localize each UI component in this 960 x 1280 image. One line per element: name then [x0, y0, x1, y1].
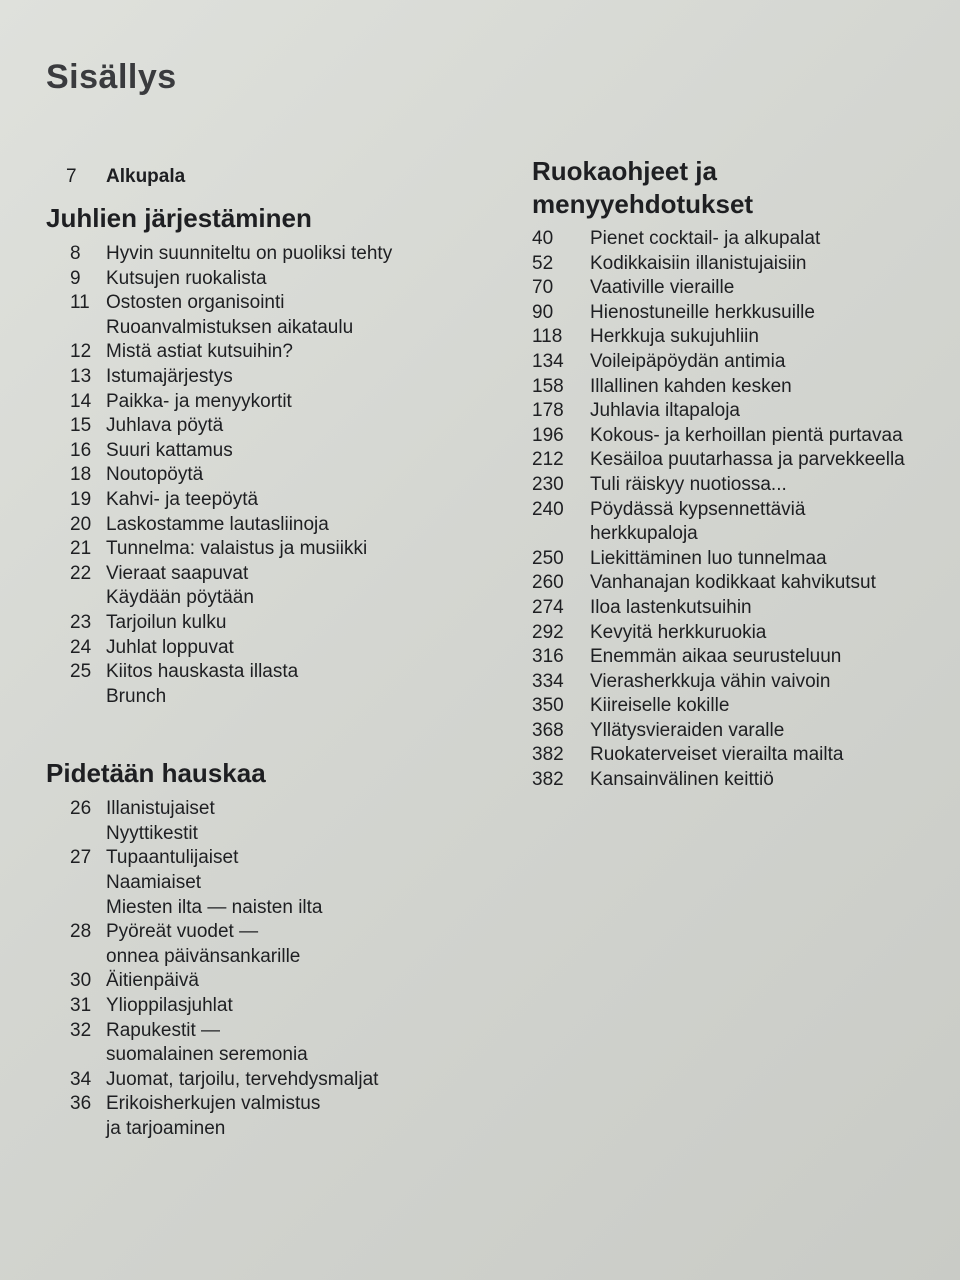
toc-entry-title: Herkkuja sukujuhliin	[590, 326, 759, 348]
toc-page-number-cell	[46, 846, 106, 871]
toc-page-number: 230	[532, 473, 564, 495]
toc-entry-lines	[590, 719, 784, 744]
toc-entry-lines	[590, 621, 766, 646]
toc-entry-title: Tuli räiskyy nuotiossa...	[590, 473, 787, 495]
toc-entry-lines	[590, 547, 827, 572]
toc-page-number: 7	[66, 166, 77, 187]
toc-page-number: 292	[532, 621, 564, 643]
toc-entry-title: Iloa lastenkutsuihin	[590, 596, 752, 618]
toc-entry-title: Käydään pöytään	[106, 587, 254, 609]
toc-entry-lines	[590, 571, 876, 596]
toc-entry-lines	[590, 473, 787, 498]
toc-page-number-cell	[532, 301, 590, 326]
toc-entry-title: Äitienpäivä	[106, 970, 199, 992]
toc-entry	[532, 375, 960, 400]
toc-page-number: 11	[70, 292, 90, 314]
toc-page-number: 70	[532, 277, 554, 299]
toc-page-number: 13	[70, 365, 92, 387]
toc-entry-lines	[590, 768, 774, 793]
toc-entry-lines	[106, 797, 215, 846]
toc-entry-lines	[106, 414, 223, 439]
section-entries	[46, 242, 486, 709]
toc-page-number: 36	[70, 1093, 92, 1115]
toc-entry-title: Miesten ilta — naisten ilta	[106, 896, 323, 918]
toc-entry	[46, 439, 486, 464]
right-column	[532, 155, 960, 793]
toc-page-number: 26	[70, 798, 92, 820]
toc-page-number: 21	[70, 538, 92, 560]
toc-page-number: 15	[70, 415, 92, 437]
toc-entry	[532, 571, 960, 596]
toc-entry-title: Vanhanajan kodikkaat kahvikutsut	[590, 572, 876, 594]
toc-entry	[532, 743, 960, 768]
toc-entry-lines	[590, 694, 729, 719]
toc-page-number-cell	[46, 340, 106, 365]
toc-page-number: 9	[70, 267, 81, 289]
section-heading: Juhlien järjestäminen	[46, 203, 312, 233]
toc-page-number-cell	[532, 252, 590, 277]
toc-entry	[532, 424, 960, 449]
toc-page-number-cell	[532, 768, 590, 793]
toc-page-number-cell	[532, 571, 590, 596]
toc-entry-title: Brunch	[106, 685, 167, 707]
toc-entry-title: Ostosten organisointi	[106, 292, 285, 314]
toc-entry-lines	[106, 242, 392, 267]
toc-page-number: 350	[532, 695, 564, 717]
toc-entry-title: Mistä astiat kutsuihin?	[106, 341, 293, 363]
toc-page-number-cell	[46, 611, 106, 636]
toc-entry	[532, 694, 960, 719]
toc-entry	[532, 621, 960, 646]
section-heading: Pidetään hauskaa	[46, 758, 266, 789]
section-entries	[46, 797, 486, 1141]
section-heading-line: Ruokaohjeet ja	[532, 156, 717, 186]
toc-entry-title: Pienet cocktail- ja alkupalat	[590, 228, 821, 249]
toc-entry-title: Enemmän aikaa seurusteluun	[590, 646, 842, 668]
toc-entry-lines	[106, 488, 258, 513]
toc-entry	[46, 1019, 486, 1068]
toc-entry-lines	[106, 969, 199, 994]
toc-page-number: 178	[532, 400, 564, 422]
toc-entry	[46, 994, 486, 1019]
toc-entry	[532, 276, 960, 301]
toc-page-number: 40	[532, 228, 554, 249]
toc-page-number-cell	[46, 390, 106, 415]
toc-page-number: 34	[70, 1068, 92, 1090]
toc-entry-title: Istumajärjestys	[106, 365, 233, 387]
toc-entry-title: Rapukestit —	[106, 1019, 221, 1041]
toc-page-number-cell	[532, 547, 590, 572]
toc-page-number-cell	[532, 399, 590, 424]
toc-entry-lines	[106, 439, 233, 464]
toc-entry-lines	[590, 399, 740, 424]
toc-entry-lines	[590, 252, 807, 277]
toc-entry-title: Kevyitä herkkuruokia	[590, 621, 767, 643]
toc-entry-lines	[590, 743, 843, 768]
toc-entry-lines	[106, 1068, 378, 1093]
toc-page-number-cell	[532, 596, 590, 621]
toc-page-number-cell	[532, 743, 590, 768]
toc-entry-lines	[106, 463, 203, 488]
toc-entry-lines	[590, 276, 734, 301]
toc-entry-lines	[106, 611, 226, 636]
toc-entry-lines	[106, 562, 254, 611]
toc-entry	[532, 227, 960, 252]
toc-entry-lines	[106, 846, 323, 920]
toc-page-number-cell	[46, 797, 106, 822]
toc-entry-title: Nyyttikestit	[106, 822, 198, 844]
toc-entry-lines	[590, 227, 820, 252]
toc-entry	[46, 969, 486, 994]
toc-entry-title: onnea päivänsankarille	[106, 945, 301, 967]
toc-page-number-cell	[46, 488, 106, 513]
toc-entry-lines	[590, 645, 841, 670]
toc-page-number-cell	[532, 670, 590, 695]
toc-entry	[46, 611, 486, 636]
toc-page-number-cell	[46, 537, 106, 562]
toc-entry-title: Liekittäminen luo tunnelmaa	[590, 547, 827, 569]
toc-page-number: 134	[532, 350, 564, 372]
toc-entry-title: Naamiaiset	[106, 872, 202, 894]
toc-page-number: 118	[532, 326, 563, 348]
toc-entry	[46, 562, 486, 611]
toc-entry-lines	[106, 513, 329, 538]
toc-entry-lines	[106, 1092, 320, 1141]
toc-entry	[46, 920, 486, 969]
toc-entry	[46, 797, 486, 846]
toc-page-number: 16	[70, 439, 92, 461]
toc-page-number-cell	[46, 414, 106, 439]
toc-page-number: 240	[532, 498, 564, 520]
toc-page-number: 19	[70, 488, 92, 510]
toc-page-number-cell	[532, 350, 590, 375]
section-heading	[532, 155, 960, 221]
toc-page-number-cell	[532, 227, 590, 252]
toc-entry-lines	[106, 660, 298, 709]
toc-entry	[46, 267, 486, 292]
toc-entry	[532, 670, 960, 695]
toc-entry-lines	[590, 448, 905, 473]
toc-page-number: 334	[532, 670, 564, 692]
toc-page-number: 8	[70, 243, 81, 264]
toc-entry-lines	[106, 537, 367, 562]
left-column	[46, 166, 486, 1142]
toc-entry-title: Noutopöytä	[106, 464, 204, 486]
toc-page-number-cell	[532, 448, 590, 473]
toc-entry-title: Ylioppilasjuhlat	[106, 995, 233, 1017]
toc-entry-title: Tupaantulijaiset	[106, 847, 239, 869]
toc-page-number: 30	[70, 970, 92, 992]
toc-entry-title: herkkupaloja	[590, 523, 698, 545]
toc-page-number: 22	[70, 562, 92, 584]
toc-entry-title: Pyöreät vuodet —	[106, 921, 259, 943]
toc-page-number: 14	[70, 390, 92, 412]
toc-entry-lines	[106, 920, 300, 969]
toc-page-number: 316	[532, 646, 564, 668]
toc-page-number: 12	[70, 341, 92, 363]
toc-page-number-cell	[46, 291, 106, 316]
toc-entry	[46, 242, 486, 267]
toc-entry-title: Tunnelma: valaistus ja musiikki	[106, 538, 368, 560]
toc-entry-title: Hyvin suunniteltu on puoliksi tehty	[106, 243, 393, 264]
toc-page-number: 23	[70, 611, 92, 633]
toc-page-number: 32	[70, 1019, 92, 1041]
toc-entry-lines	[106, 390, 292, 415]
toc-page-number: 382	[532, 744, 564, 766]
toc-page-number: 52	[532, 252, 554, 274]
toc-entry-title: Ruoanvalmistuksen aikataulu	[106, 316, 354, 338]
toc-page-number-cell	[46, 920, 106, 945]
toc-entry	[46, 513, 486, 538]
toc-page-number-cell	[46, 660, 106, 685]
toc-entry-lines	[590, 350, 785, 375]
toc-page-number-cell	[46, 267, 106, 292]
toc-page-number: 90	[532, 301, 554, 323]
left-sections	[46, 202, 486, 1142]
toc-entry-lines	[106, 340, 293, 365]
toc-page-number-cell	[46, 439, 106, 464]
toc-entry	[46, 414, 486, 439]
toc-intro-entry	[46, 166, 486, 188]
section-heading-line: menyyehdotukset	[532, 189, 754, 219]
toc-page-number-cell	[532, 645, 590, 670]
toc-entry-title: Juhlat loppuvat	[106, 636, 234, 658]
toc-page-number: 196	[532, 424, 564, 446]
toc-entry	[532, 301, 960, 326]
section-entries	[532, 227, 960, 793]
toc-entry-title: Laskostamme lautasliinoja	[106, 513, 329, 535]
toc-entry-lines	[590, 498, 805, 547]
toc-page-number-cell	[46, 636, 106, 661]
toc-entry	[46, 846, 486, 920]
toc-entry-lines	[590, 424, 903, 449]
toc-entry-lines	[590, 325, 759, 350]
toc-entry-title: Kesäiloa puutarhassa ja parvekkeella	[590, 449, 905, 471]
toc-entry	[532, 768, 960, 793]
toc-page-number: 24	[70, 636, 92, 658]
toc-entry-title: suomalainen seremonia	[106, 1044, 308, 1066]
toc-entry	[46, 660, 486, 709]
toc-entry-lines	[590, 375, 792, 400]
toc-page-number: 28	[70, 921, 92, 943]
toc-entry	[46, 340, 486, 365]
toc-entry	[46, 291, 486, 340]
toc-page-number-cell	[532, 621, 590, 646]
toc-page-number: 368	[532, 719, 564, 741]
toc-page-number: 158	[532, 375, 564, 397]
toc-entry-title: Illanistujaiset	[106, 798, 215, 820]
toc-entry-title: Alkupala	[106, 166, 186, 187]
toc-page-number-cell	[46, 242, 106, 267]
toc-entry	[46, 537, 486, 562]
toc-entry	[532, 719, 960, 744]
toc-entry-title: Vieraat saapuvat	[106, 562, 249, 584]
toc-page-number-cell	[532, 375, 590, 400]
toc-entry-title: Tarjoilun kulku	[106, 611, 227, 633]
toc-entry-title: Hienostuneille herkkusuille	[590, 301, 815, 323]
toc-page-number-cell	[46, 562, 106, 587]
toc-page-number-cell	[46, 365, 106, 390]
toc-page-number: 20	[70, 513, 92, 535]
toc-entry-lines	[106, 1019, 308, 1068]
toc-entry	[532, 448, 960, 473]
toc-entry	[532, 547, 960, 572]
toc-page-number-cell	[532, 276, 590, 301]
toc-page-number-cell	[532, 325, 590, 350]
toc-page-number-cell	[46, 969, 106, 994]
toc-page-number: 260	[532, 572, 564, 594]
toc-entry	[46, 1092, 486, 1141]
toc-page-number-cell	[532, 498, 590, 523]
toc-entry	[532, 596, 960, 621]
toc-page-number-cell	[46, 513, 106, 538]
section-spacer	[46, 709, 486, 757]
toc-entry	[46, 636, 486, 661]
toc-entry-lines	[106, 267, 267, 292]
toc-page-number-cell	[46, 1068, 106, 1093]
toc-page-number: 31	[70, 995, 92, 1017]
toc-entry-title: Pöydässä kypsennettäviä	[590, 498, 806, 520]
toc-page-number: 25	[70, 661, 92, 683]
toc-page-number: 382	[532, 769, 564, 791]
toc-entry-title: Kiireiselle kokille	[590, 695, 730, 717]
toc-page-number: 212	[532, 449, 564, 471]
toc-entry-title: Juomat, tarjoilu, tervehdysmaljat	[106, 1068, 379, 1090]
toc-entry-title: Juhlavia iltapaloja	[590, 400, 740, 422]
toc-entry-title: Kansainvälinen keittiö	[590, 769, 774, 791]
toc-entry-lines	[590, 301, 815, 326]
toc-entry-lines	[106, 994, 233, 1019]
toc-entry-title: Kahvi- ja teepöytä	[106, 488, 259, 510]
toc-entry-lines	[106, 636, 234, 661]
toc-entry	[532, 399, 960, 424]
toc-entry	[532, 350, 960, 375]
toc-entry	[46, 463, 486, 488]
toc-entry-title: Kutsujen ruokalista	[106, 267, 267, 289]
toc-entry-lines	[106, 365, 233, 390]
toc-entry	[532, 252, 960, 277]
toc-page-number-cell	[46, 463, 106, 488]
page-title: Sisällys	[46, 58, 177, 96]
toc-page-number: 250	[532, 547, 564, 569]
toc-page-number-cell	[532, 473, 590, 498]
toc-entry-title: Voileipäpöydän antimia	[590, 350, 786, 372]
toc-page-number-cell	[46, 1092, 106, 1117]
toc-page-number-cell	[532, 719, 590, 744]
toc-entry-title: Kiitos hauskasta illasta	[106, 661, 299, 683]
toc-entry-title: Vaativille vieraille	[590, 277, 735, 299]
toc-entry-lines	[590, 670, 830, 695]
toc-entry	[46, 390, 486, 415]
toc-entry	[532, 473, 960, 498]
toc-page-number: 274	[532, 596, 564, 618]
toc-entry	[46, 488, 486, 513]
toc-entry	[46, 365, 486, 390]
toc-entry	[46, 1068, 486, 1093]
toc-entry	[532, 645, 960, 670]
toc-page-number: 18	[70, 464, 92, 486]
toc-entry-title: ja tarjoaminen	[106, 1118, 226, 1139]
toc-entry-lines	[590, 596, 752, 621]
toc-page-number-cell	[46, 994, 106, 1019]
toc-entry-title: Erikoisherkujen valmistus	[106, 1093, 321, 1115]
toc-page-number-cell	[46, 1019, 106, 1044]
toc-entry-title: Illallinen kahden kesken	[590, 375, 792, 397]
toc-entry	[532, 325, 960, 350]
toc-entry-title: Vierasherkkuja vähin vaivoin	[590, 670, 831, 692]
toc-entry-title: Yllätysvieraiden varalle	[590, 719, 785, 741]
toc-entry-title: Ruokaterveiset vierailta mailta	[590, 744, 844, 766]
toc-entry-lines	[106, 291, 353, 340]
toc-entry-title: Paikka- ja menyykortit	[106, 390, 292, 412]
toc-entry-title: Juhlava pöytä	[106, 415, 224, 437]
toc-entry-title: Kodikkaisiin illanistujaisiin	[590, 252, 807, 274]
toc-entry-title: Kokous- ja kerhoillan pientä purtavaa	[590, 424, 903, 446]
toc-page-number-cell	[532, 424, 590, 449]
toc-page-number: 27	[70, 847, 92, 869]
toc-entry	[532, 498, 960, 547]
toc-page-number-cell	[532, 694, 590, 719]
toc-entry-title: Suuri kattamus	[106, 439, 233, 461]
